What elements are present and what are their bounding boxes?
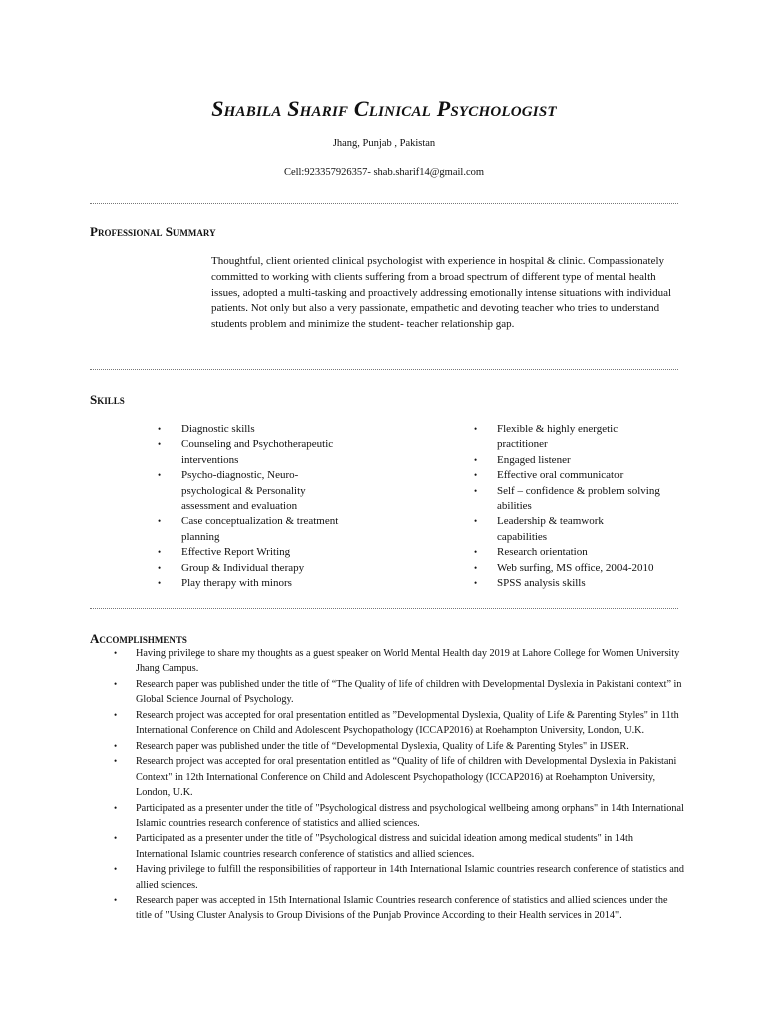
skill-item: • Case conceptualization & treatment planning xyxy=(181,514,371,545)
skill-item: • Play therapy with minors xyxy=(181,576,371,591)
accomplishment-item: • Participated as a presenter under the title of "Psychological distress and suicidal ideation among medical students" in 14th International Islamic countries research conference of statistics and allied sciences. xyxy=(136,831,684,861)
name-title: Shabila Sharif Clinical Psychologist xyxy=(211,96,557,121)
summary-heading: Professional Summary xyxy=(90,224,216,239)
skills-left-list xyxy=(181,422,371,591)
summary-text: Thoughtful, client oriented clinical psychologist with experience in hospital & clinic. Compassionately committed to working with clients suffering from a broad spectrum of different type of mental health issues, adopted a multi-tasking and proactively addressing emotionally intense situations with individual patients. Not only but also a very passionate, empathetic and devoting teacher who tries to understand students problem and minimize the student- teacher relationship gap. xyxy=(211,255,672,331)
accomplishment-item: • Having privilege to share my thoughts as a guest speaker on World Mental Health day 2019 at Lahore College for Women University Jhang Campus. xyxy=(136,646,684,676)
skill-item: • Effective oral communicator xyxy=(497,468,687,483)
skills-right-list xyxy=(497,422,687,591)
accomplishments-list xyxy=(136,646,684,924)
skill-item: • Self – confidence & problem solving abilities xyxy=(497,484,687,515)
skill-item: • Effective Report Writing xyxy=(181,545,371,560)
skill-item: • Psycho-diagnostic, Neuro-psychological & Personality assessment and evaluation xyxy=(181,468,331,514)
skill-item: • Web surfing, MS office, 2004-2010 xyxy=(497,561,687,576)
accomplishment-item: • Research project was accepted for oral presentation entitled as ”Developmental Dyslexia, Quality of Life & Parenting Styles" in 11th International Conference on Child and Adolescent Psychopathology (ICCAP2016) at Roehampton University, London, U.K. xyxy=(136,708,684,738)
accomplishments-heading: Accomplishments xyxy=(90,631,187,646)
accomplishment-item: • Research paper was published under the title of “Developmental Dyslexia, Quality of Life & Parenting Styles" in IJSER. xyxy=(136,739,684,754)
location: Jhang, Punjab , Pakistan xyxy=(332,138,436,149)
accomplishment-item: • Participated as a presenter under the title of "Psychological distress and psychological wellbeing among orphans" in 14th International Islamic countries research conference of statistics and allied sciences. xyxy=(136,801,684,831)
skill-item: • Research orientation xyxy=(497,545,687,560)
divider xyxy=(90,369,678,372)
skills-heading: Skills xyxy=(90,392,125,407)
contact-line: Cell:923357926357- shab.sharif14@gmail.com xyxy=(283,167,485,178)
accomplishment-item: • Research paper was accepted in 15th International Islamic Countries research conference of statistics and allied sciences under the title of "Using Cluster Analysis to Group Divisions of the Punjab Province According to their Health services in 2014". xyxy=(136,893,684,923)
accomplishment-item: • Having privilege to fulfill the responsibilities of rapporteur in 14th International Islamic countries research conference of statistics and allied sciences. xyxy=(136,862,684,892)
skill-item: • Leadership & teamwork capabilities xyxy=(497,514,647,545)
skill-item: • SPSS analysis skills xyxy=(497,576,687,591)
divider xyxy=(90,203,678,206)
skill-item: • Group & Individual therapy xyxy=(181,561,371,576)
skill-item: • Counseling and Psychotherapeutic interventions xyxy=(181,437,371,468)
accomplishment-item: • Research project was accepted for oral presentation entitled as “Quality of life of children with Developmental Dyslexia in Pakistani Context" in 12th International Conference on Child and Adolescent Psychopathology (ICCAP2016) at Roehampton University, London, U.K. xyxy=(136,754,684,800)
skill-item: • Diagnostic skills xyxy=(181,422,371,437)
accomplishment-item: • Research paper was published under the title of “The Quality of life of children with Developmental Dyslexia in Pakistani context” in Global Science Journal of Psychology. xyxy=(136,677,684,707)
skill-item: • Engaged listener xyxy=(497,453,687,468)
skill-item: • Flexible & highly energetic practitioner xyxy=(497,422,657,453)
divider xyxy=(90,608,678,611)
